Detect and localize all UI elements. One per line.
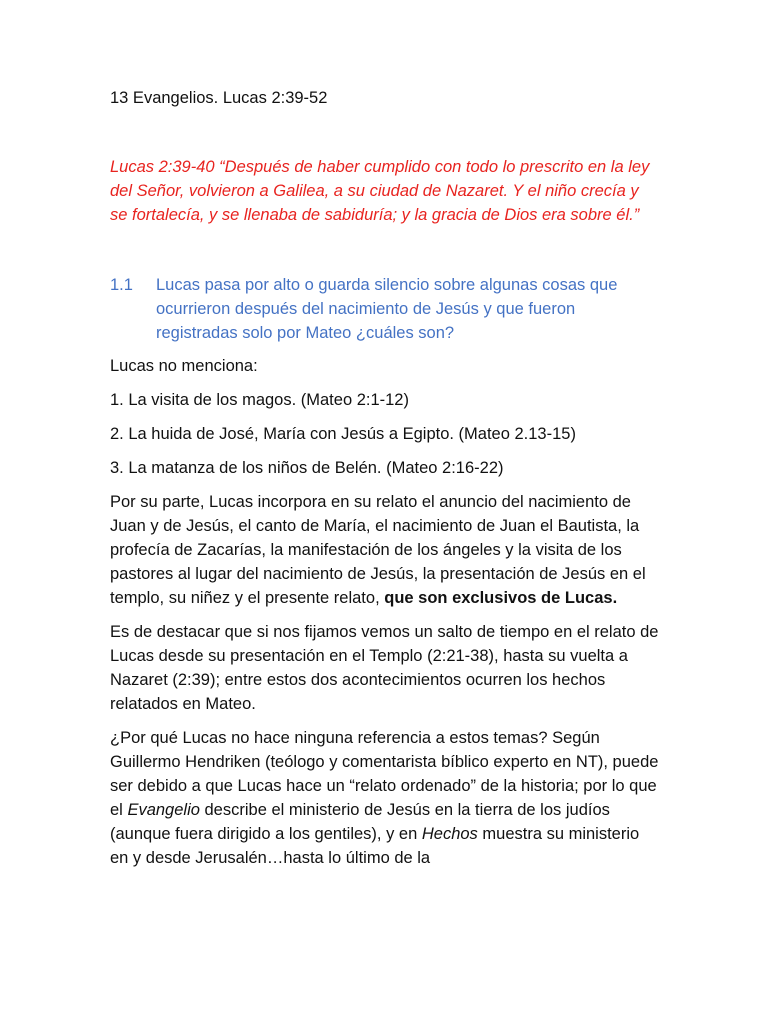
- paragraph-text-part2: describe el ministerio de Jesús en la tierra de los judíos (aunque fuera dirigido a los gentiles), y en: [110, 801, 610, 843]
- paragraph-italic-hechos: Hechos: [421, 825, 478, 843]
- paragraph-italic-evangelio: Evangelio: [127, 801, 200, 819]
- list-item-3: 3. La matanza de los niños de Belén. (Mateo 2:16-22): [110, 459, 504, 477]
- list-item-2: 2. La huida de José, María con Jesús a Egipto. (Mateo 2.13-15): [110, 425, 576, 443]
- paragraph-lucas-exclusives: [110, 490, 660, 610]
- paragraph-time-gap: Es de destacar que si nos fijamos vemos un salto de tiempo en el relato de Lucas desde su presentación en el Templo (2:21-38), hasta su vuelta a Nazaret (2:39); entre estos dos acontecimientos ocurren los hechos relatados en Mateo.: [110, 623, 659, 713]
- scripture-quote: Lucas 2:39-40 “Después de haber cumplido con todo lo prescrito en la ley del Señor, volvieron a Galilea, a su ciudad de Nazaret. Y el niño crecía y se fortalecía, y se llenaba de sabiduría; y la gracia de Dios era sobre él.”: [110, 158, 650, 224]
- intro-text: Lucas no menciona:: [110, 357, 258, 375]
- paragraph-why-question: [110, 726, 660, 870]
- question-text: Lucas pasa por alto o guarda silencio sobre algunas cosas que ocurrieron después del nacimiento de Jesús y que fueron registradas solo por Mateo ¿cuáles son?: [156, 276, 618, 342]
- paragraph-text-part3: muestra su ministerio en y desde Jerusalén…hasta lo último de la: [110, 825, 640, 867]
- paragraph-bold-text: que son exclusivos de Lucas.: [384, 589, 618, 607]
- document-title: 13 Evangelios. Lucas 2:39-52: [110, 89, 328, 107]
- question-item: [110, 273, 660, 345]
- question-number: 1.1: [110, 276, 133, 294]
- paragraph-text: Por su parte, Lucas incorpora en su relato el anuncio del nacimiento de Juan y de Jesús, el canto de María, el nacimiento de Juan el Bautista, la profecía de Zacarías, la manifestación de los ángeles y la visita de los pastores al lugar del nacimiento de Jesús, la presentación de Jesús en el templo, su niñez y el presente relato,: [110, 493, 646, 607]
- list-item-1: 1. La visita de los magos. (Mateo 2:1-12): [110, 391, 409, 409]
- paragraph-text-part1: ¿Por qué Lucas no hace ninguna referencia a estos temas? Según Guillermo Hendriken (teólogo y comentarista bíblico experto en NT), puede ser debido a que Lucas hace un “relato ordenado” de la historia; por lo que el: [110, 729, 659, 819]
